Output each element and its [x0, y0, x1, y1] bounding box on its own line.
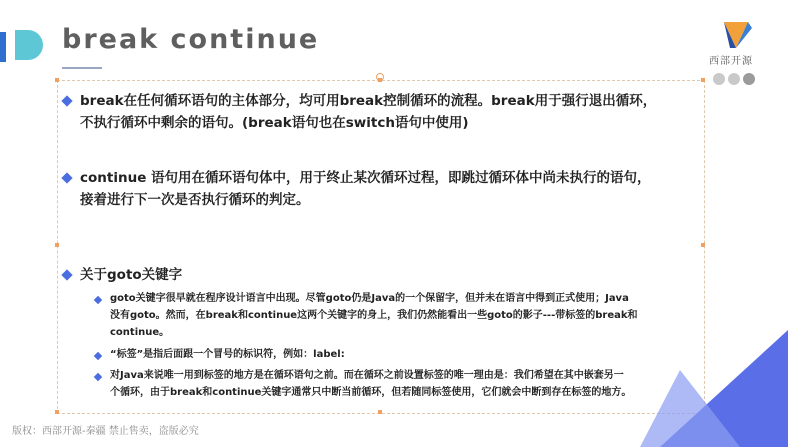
- logo-text: 西部开源: [709, 56, 753, 67]
- sub-item: [110, 367, 631, 401]
- slide-title: break continue: [62, 24, 320, 55]
- text-line: 不执行循环中剩余的语句。(break语句也在switch语句中使用): [80, 115, 469, 131]
- accent-bar: [0, 32, 6, 62]
- sub-item: [110, 290, 638, 341]
- text-line: continue 语句用在循环语句体中，用于终止某次循环过程，即跳过循环体中尚未执行的语句，: [80, 170, 651, 186]
- text-line: goto关键字很早就在程序设计语言中出现。尽管goto仍是Java的一个保留字，但并未在语言中得到正式使用；Java: [110, 293, 629, 304]
- title-underline: [62, 67, 102, 69]
- resize-handle[interactable]: [701, 243, 705, 247]
- resize-handle[interactable]: [55, 243, 59, 247]
- text-line: “标签”是指后面跟一个冒号的标识符，例如：label:: [110, 349, 345, 360]
- dot-icon: [743, 73, 755, 85]
- text-line: break在任何循环语句的主体部分，均可用break控制循环的流程。break用于强行退出循环，: [80, 93, 657, 109]
- paragraph-continue: [80, 167, 651, 211]
- text-line: 接着进行下一次是否执行循环的判定。: [80, 192, 310, 208]
- dot-icon: [728, 73, 740, 85]
- resize-handle[interactable]: [378, 410, 382, 414]
- resize-handle[interactable]: [701, 78, 705, 82]
- section-mark-icon: [15, 30, 43, 60]
- text-line: continue。: [110, 327, 170, 338]
- resize-handle[interactable]: [55, 78, 59, 82]
- text-line: 对Java来说唯一用到标签的地方是在循环语句之前。而在循环之前设置标签的唯一理由是：我们希望在其中嵌套另一: [110, 370, 624, 381]
- corner-decoration: [620, 330, 788, 447]
- paragraph-break: [80, 90, 656, 134]
- slide-dots: [713, 70, 758, 89]
- footer-copyright: 版权：西部开源-秦疆 禁止售卖，盗版必究: [12, 426, 199, 437]
- text-line: 个循环，由于break和continue关键字通常只中断当前循环，但若随同标签使用，它们就会中断到存在标签的地方。: [110, 387, 632, 398]
- resize-handle[interactable]: [378, 78, 382, 82]
- resize-handle[interactable]: [55, 410, 59, 414]
- text-line: 没有goto。然而，在break和continue这两个关键字的身上，我们仍然能看出一些goto的影子---带标签的break和: [110, 310, 638, 321]
- sub-item: [110, 346, 345, 363]
- goto-heading: 关于goto关键字: [80, 267, 183, 283]
- dot-icon: [713, 73, 725, 85]
